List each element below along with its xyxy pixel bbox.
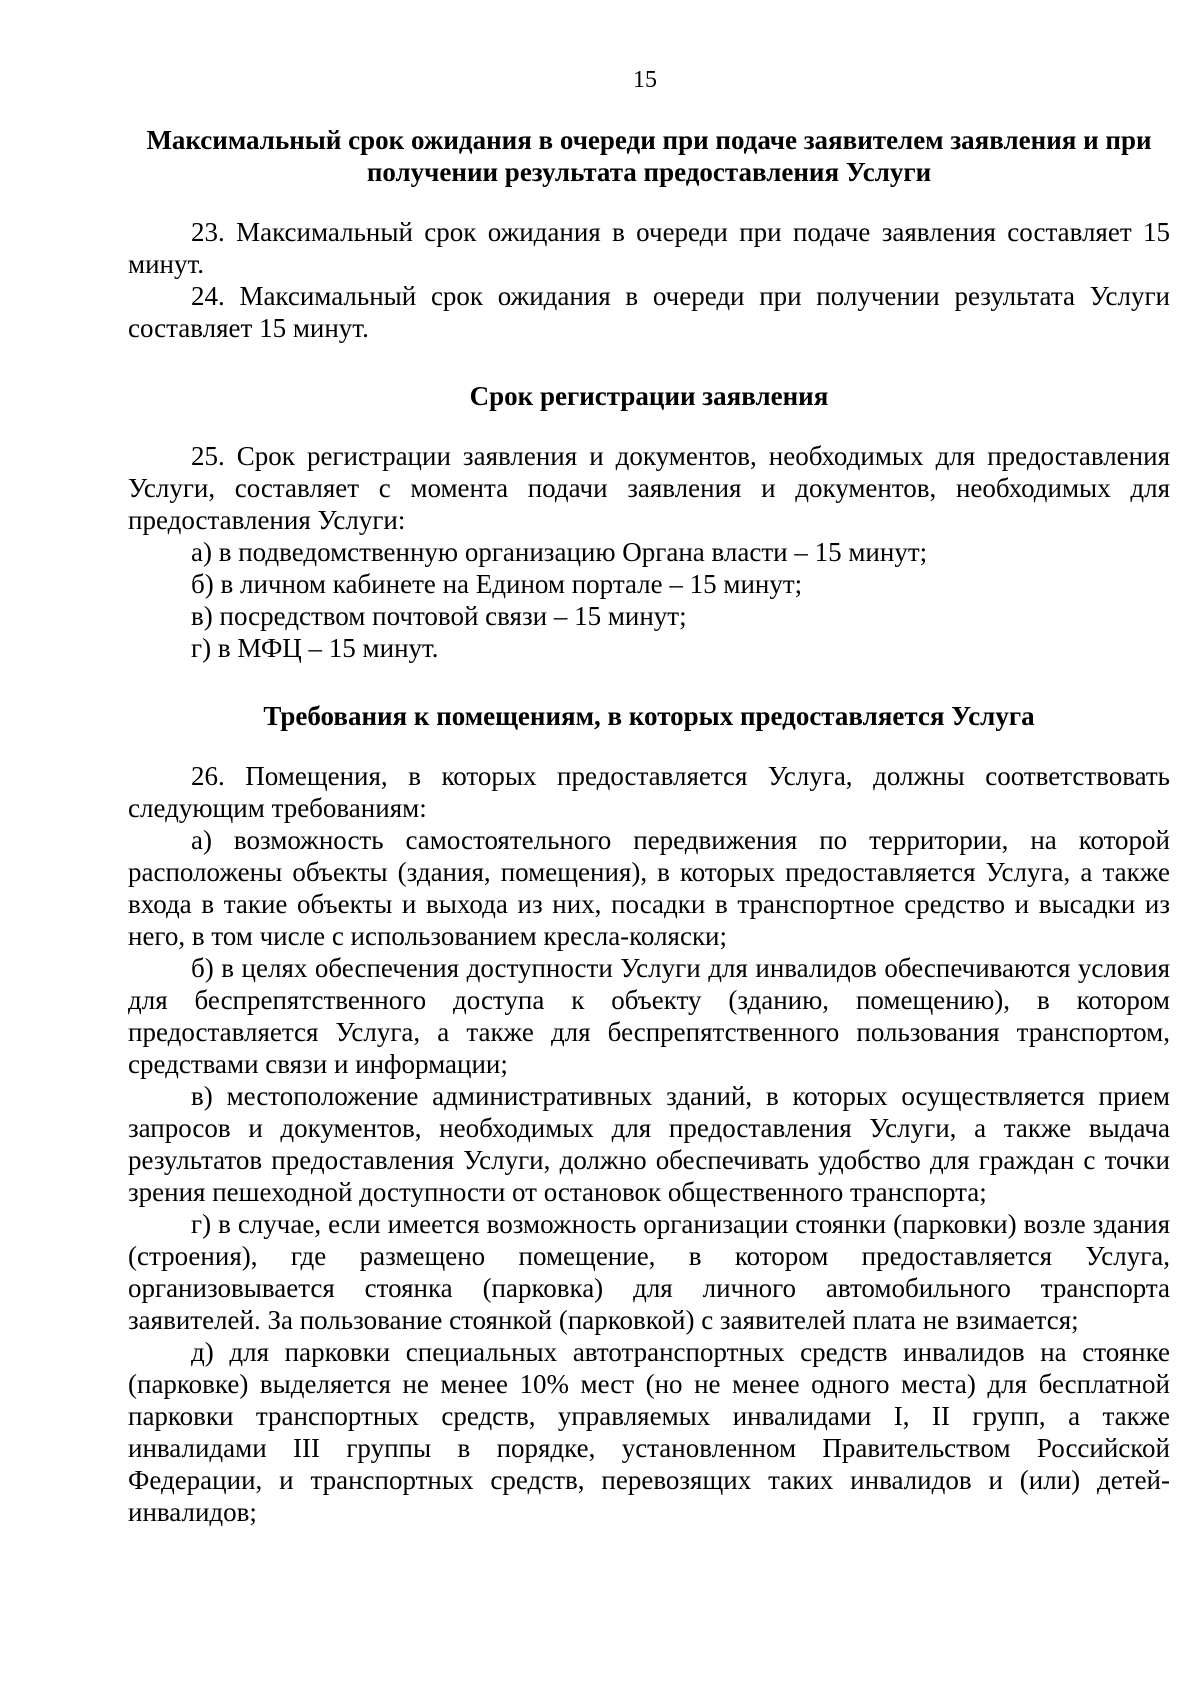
section-queue-time [128,124,1170,344]
list-item-a: а) возможность самостоятельного передвижения по территории, на которой расположены объекты (здания, помещения), в которых предоставляется Услуга, а также входа в такие объекты и выхода из них, посадки в транспортное средство и высадки из него, в том числе с использованием кресла-коляски; [128,825,1170,951]
paragraph-25: 25. Срок регистрации заявления и документов, необходимых для предоставления Услуги, составляет с момента подачи заявления и документов, необходимых для предоставления Услуги: [128,441,1170,535]
list-item-d: д) для парковки специальных автотранспортных средств инвалидов на стоянке (парковке) выделяется не менее 10% мест (но не менее одного места) для бесплатной парковки транспортных средств, управляемых инвалидами I, II групп, а также инвалидами III группы в порядке, установленном Правительством Российской Федерации, и транспортных средств, перевозящих таких инвалидов и (или) детей-инвалидов; [128,1337,1170,1527]
list-item-v: в) местоположение административных зданий, в которых осуществляется прием запросов и документов, необходимых для предоставления Услуги, а также выдача результатов предоставления Услуги, должно обеспечивать удобство для граждан с точки зрения пешеходной доступности от остановок общественного транспорта; [128,1081,1170,1207]
paragraph-26: 26. Помещения, в которых предоставляется Услуга, должны соответствовать следующим требованиям: [128,761,1170,823]
section-heading: Максимальный срок ожидания в очереди при подаче заявителем заявления и при получении результата предоставления Услуги [146,125,1152,187]
section-heading: Срок регистрации заявления [469,381,829,411]
section-registration-time [128,380,1170,664]
list-item-b: б) в целях обеспечения доступности Услуги для инвалидов обеспечиваются условия для беспрепятственного доступа к объекту (зданию, помещению), в котором предоставляется Услуга, а также для беспрепятственного пользования транспортом, средствами связи и информации; [128,953,1170,1079]
section-premises-requirements [128,700,1170,1528]
page-number: 15 [633,67,657,93]
paragraph-23: 23. Максимальный срок ожидания в очереди при подаче заявления составляет 15 минут. [128,217,1170,279]
list-item-g: г) в МФЦ – 15 минут. [191,633,439,663]
section-heading: Требования к помещениям, в которых предоставляется Услуга [263,701,1035,731]
list-item-v: в) посредством почтовой связи – 15 минут; [191,601,687,631]
list-item-a: а) в подведомственную организацию Органа власти – 15 минут; [191,537,928,567]
document-body [128,124,1170,1528]
list-item-g: г) в случае, если имеется возможность организации стоянки (парковки) возле здания (строения), где размещено помещение, в котором предоставляется Услуга, организовывается стоянка (парковка) для личного автомобильного транспорта заявителей. За пользование стоянкой (парковкой) с заявителей плата не взимается; [128,1209,1170,1335]
list-item-b: б) в личном кабинете на Едином портале – 15 минут; [191,569,803,599]
paragraph-24: 24. Максимальный срок ожидания в очереди при получении результата Услуги составляет 15 минут. [128,281,1170,343]
